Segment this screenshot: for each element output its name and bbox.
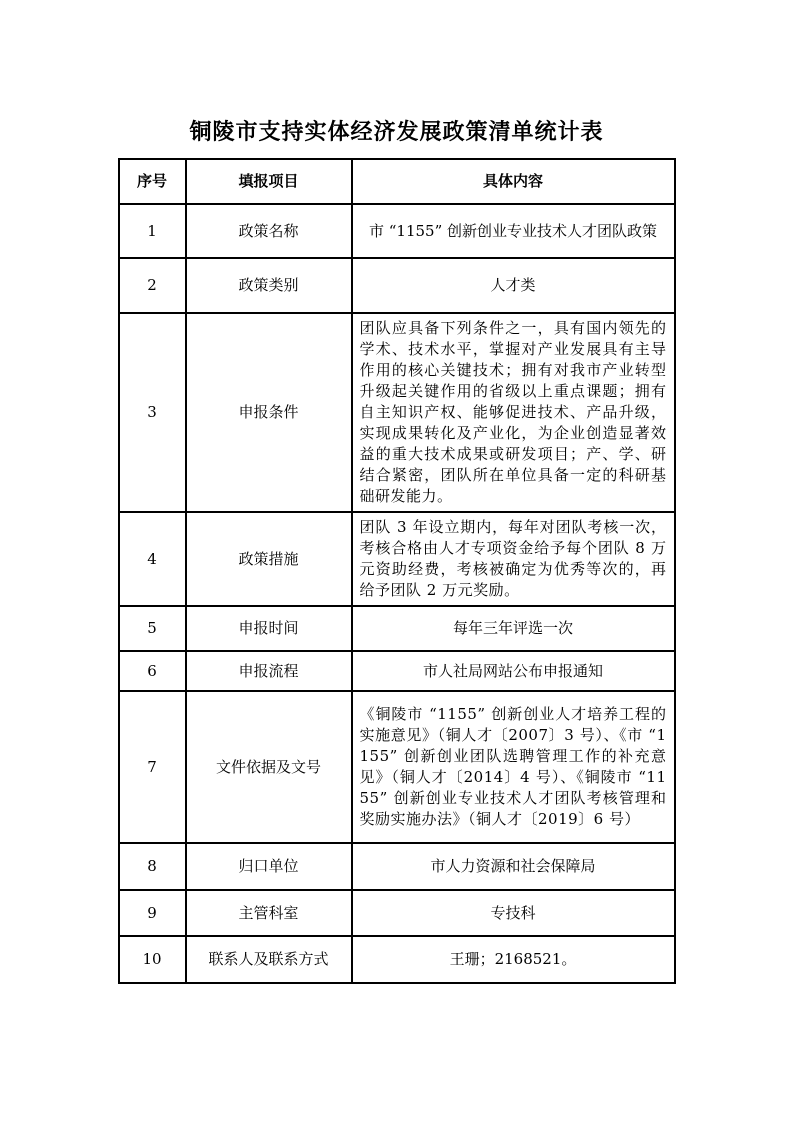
serial-number-cell: 10 [119, 936, 186, 983]
policy-table [118, 158, 676, 984]
report-item-cell: 政策名称 [186, 204, 352, 258]
specific-content-cell: 王珊；2168521。 [352, 936, 675, 983]
report-item-cell: 申报流程 [186, 651, 352, 691]
table-row [119, 890, 675, 936]
table-row [119, 936, 675, 983]
serial-number-cell: 1 [119, 204, 186, 258]
serial-number-cell: 8 [119, 843, 186, 890]
specific-content-cell: 《铜陵市 “1155” 创新创业人才培养工程的实施意见》（铜人才〔2007〕3 号）、《市 “1155” 创新创业团队选聘管理工作的补充意见》（铜人才〔2014〕4 号）、《铜陵市 “1155” 创新创业专业技术人才团队考核管理和奖励实施办法》（铜人才〔2019〕6 号） [352, 691, 675, 843]
specific-content-cell: 每年三年评选一次 [352, 606, 675, 651]
serial-number-cell: 6 [119, 651, 186, 691]
table-row [119, 313, 675, 512]
specific-content-cell: 市人力资源和社会保障局 [352, 843, 675, 890]
table-row [119, 651, 675, 691]
document-title: 铜陵市支持实体经济发展政策清单统计表 [189, 119, 604, 145]
table-row [119, 204, 675, 258]
serial-number-cell: 9 [119, 890, 186, 936]
header-specific-content: 具体内容 [352, 159, 675, 204]
serial-number-cell: 3 [119, 313, 186, 512]
specific-content-cell: 人才类 [352, 258, 675, 313]
serial-number-cell: 7 [119, 691, 186, 843]
specific-content-cell: 市人社局网站公布申报通知 [352, 651, 675, 691]
specific-content-cell: 市 “1155” 创新创业专业技术人才团队政策 [352, 204, 675, 258]
table-row [119, 606, 675, 651]
table-row [119, 258, 675, 313]
specific-content-cell: 专技科 [352, 890, 675, 936]
table-row [119, 691, 675, 843]
serial-number-cell: 2 [119, 258, 186, 313]
specific-content-cell: 团队应具备下列条件之一，具有国内领先的学术、技术水平，掌握对产业发展具有主导作用的核心关键技术；拥有对我市产业转型升级起关键作用的省级以上重点课题；拥有自主知识产权、能够促进技术、产品升级，实现成果转化及产业化，为企业创造显著效益的重大技术成果或研发项目；产、学、研结合紧密，团队所在单位具备一定的科研基础研发能力。 [352, 313, 675, 512]
report-item-cell: 主管科室 [186, 890, 352, 936]
table-body [119, 204, 675, 983]
report-item-cell: 申报条件 [186, 313, 352, 512]
report-item-cell: 文件依据及文号 [186, 691, 352, 843]
table-row [119, 843, 675, 890]
header-report-item: 填报项目 [186, 159, 352, 204]
report-item-cell: 政策措施 [186, 512, 352, 606]
report-item-cell: 申报时间 [186, 606, 352, 651]
header-serial-number: 序号 [119, 159, 186, 204]
specific-content-cell: 团队 3 年设立期内，每年对团队考核一次，考核合格由人才专项资金给予每个团队 8 万元资助经费，考核被确定为优秀等次的，再给予团队 2 万元奖励。 [352, 512, 675, 606]
report-item-cell: 归口单位 [186, 843, 352, 890]
report-item-cell: 联系人及联系方式 [186, 936, 352, 983]
report-item-cell: 政策类别 [186, 258, 352, 313]
table-row [119, 512, 675, 606]
serial-number-cell: 5 [119, 606, 186, 651]
header-row [119, 159, 675, 204]
serial-number-cell: 4 [119, 512, 186, 606]
